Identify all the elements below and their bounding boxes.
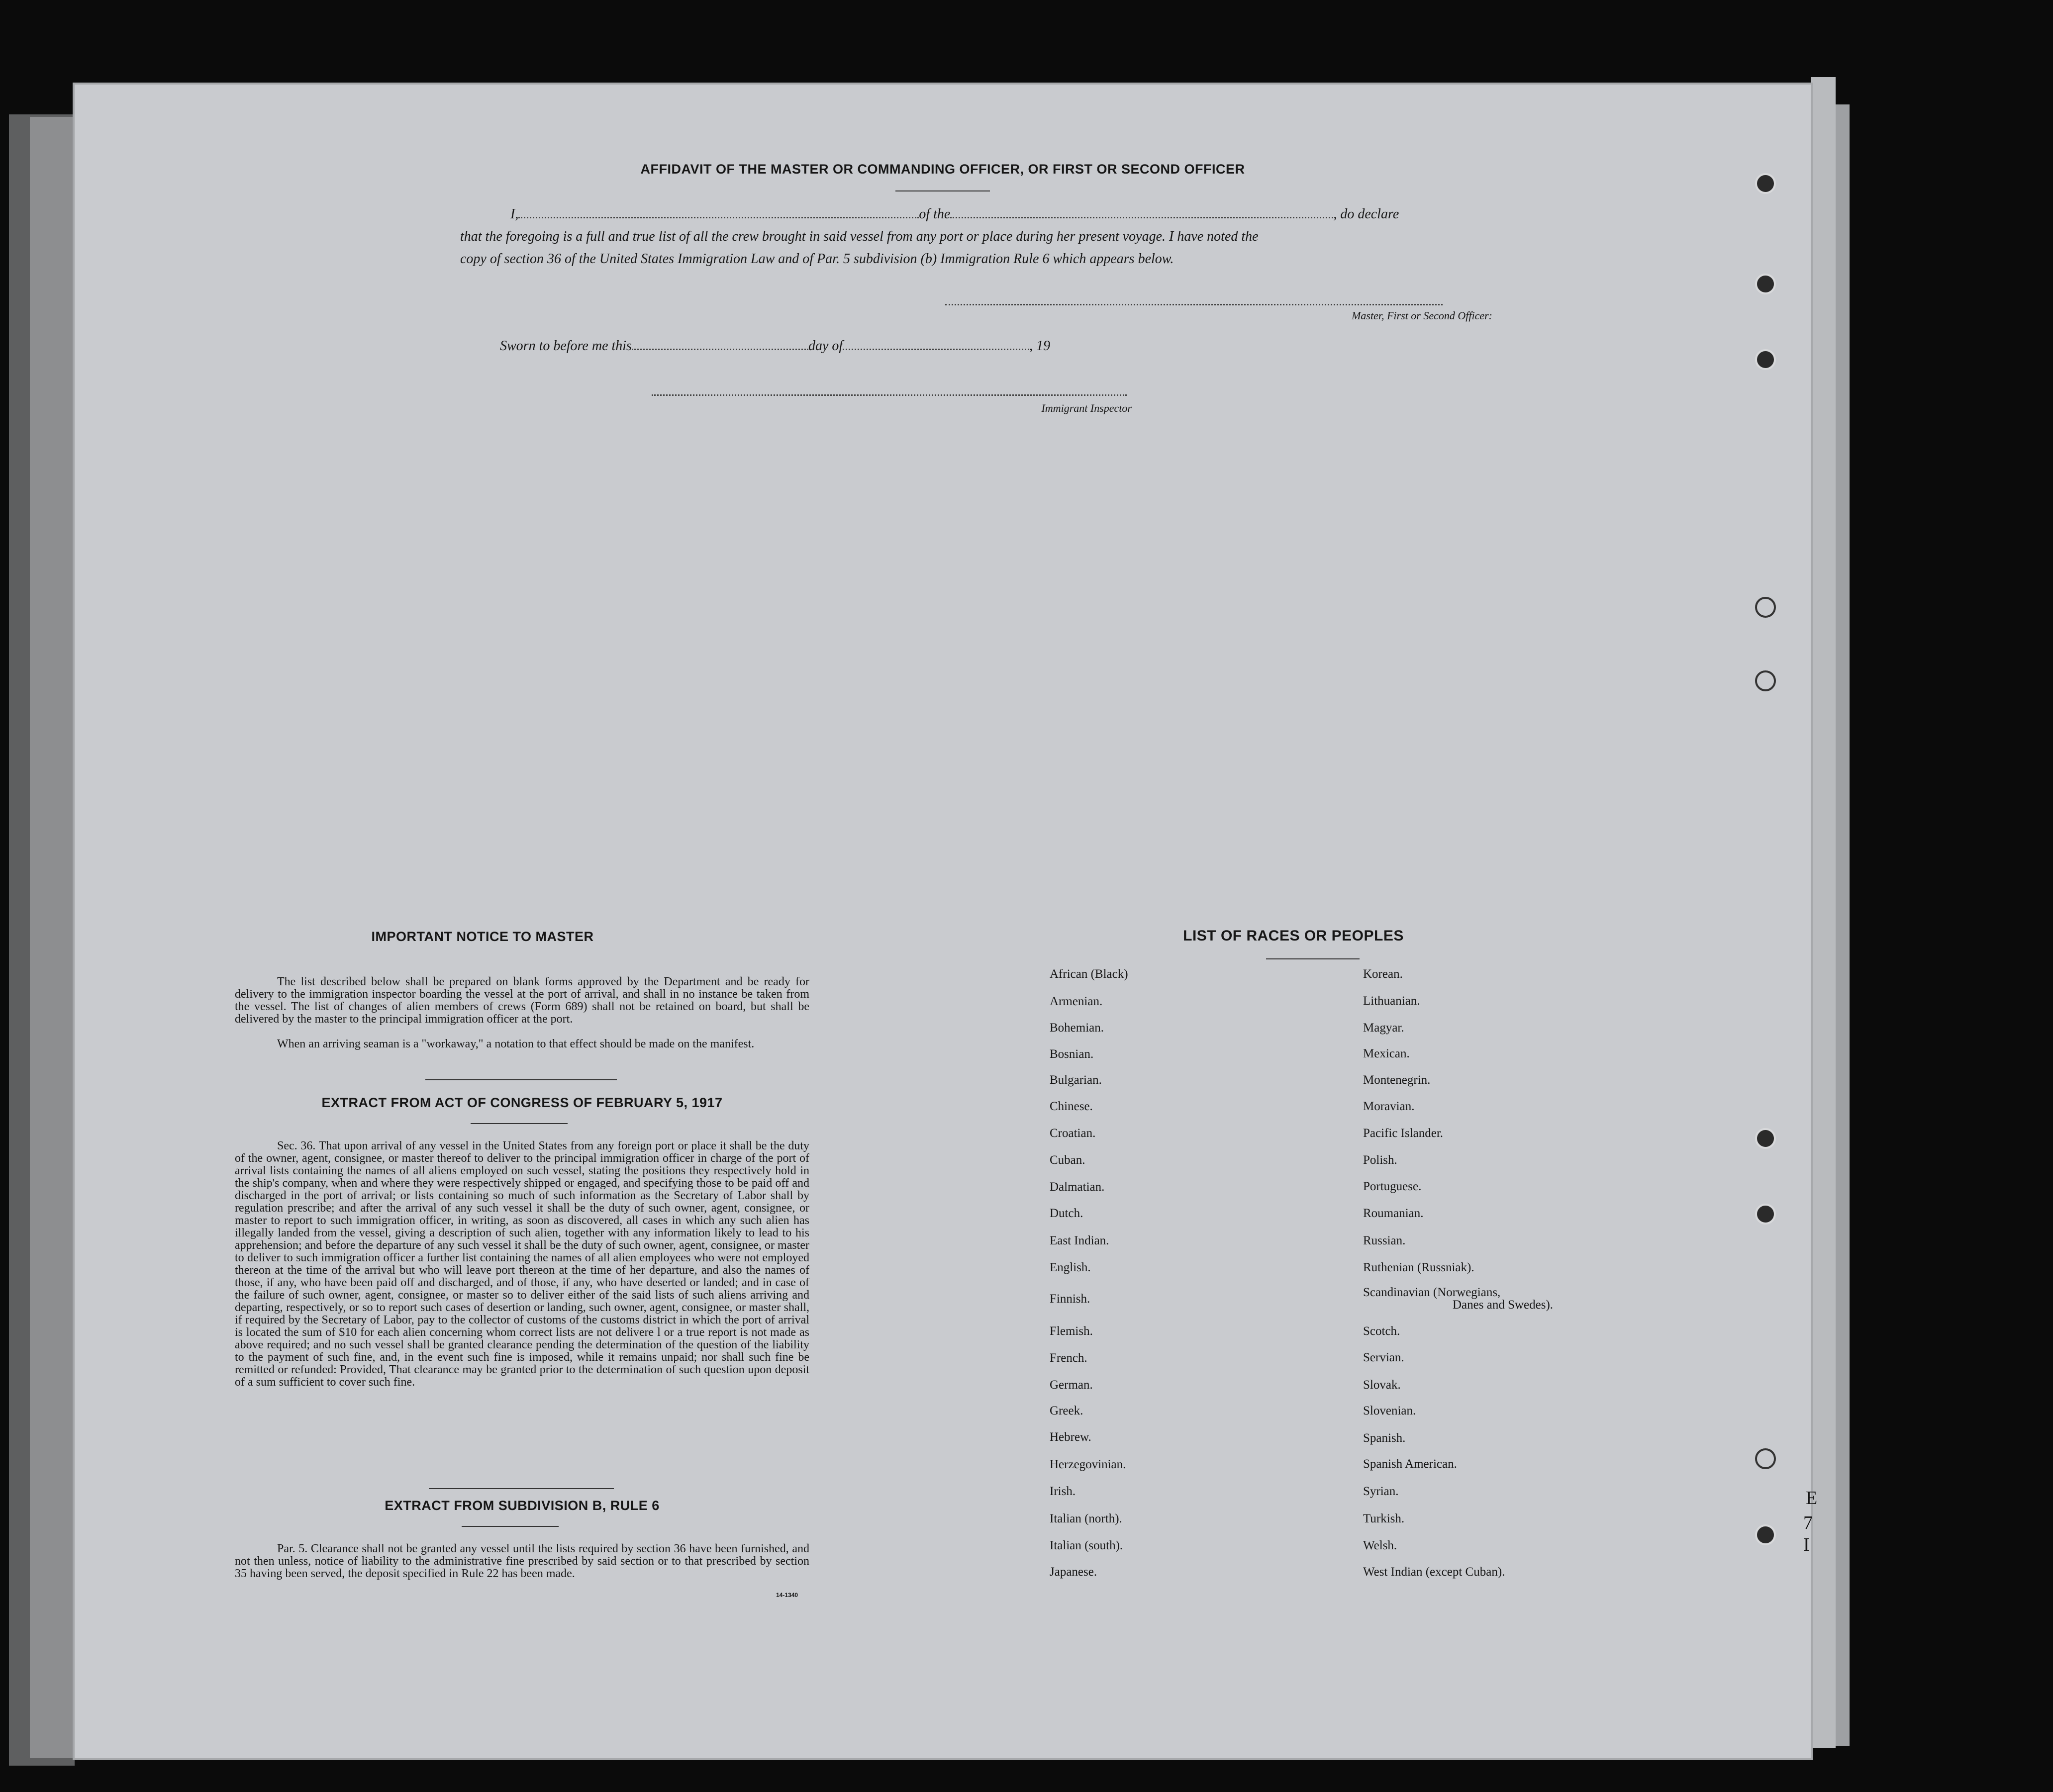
race-item: Italian (south). [1050,1539,1123,1552]
race-item: Hebrew. [1050,1430,1091,1444]
sworn-month-field[interactable] [843,348,1029,350]
section-36-text: Sec. 36. That upon arrival of any vessel in the United States from any foreign port or place it shall be the duty of the owner, agent, consignee, or master thereof to deliver to the principal immigration officer in charge of the port of arrival lists containing the names of all aliens employed on such vessel, stating the positions they respectively hold in the ship's company, when and where they were respectively shipped or engaged, and specifying those to be paid off and discharged in the port of arrival; or lists containing so much of such information as the Secretary of Labor shall by regulation prescribe; and after the arrival of any such vessel it shall be the duty of such owner, agent, consignee, or master to report to such immigration officer, in writing, as soon as discovered, all cases in which any such alien has illegally landed from the vessel, giving a description of such alien, together with any information likely to lead to his apprehension; and before the departure of any such vessel it shall be the duty of such owner, agent, consignee, or master to deliver to such immigration officer a further list containing the names of all alien employees who were not employed thereon at the time of the arrival but who will leave port thereon at the time of her departure, and also the names of those, if any, who have been paid off and discharged, and of those, if any, who have deserted or landed; and in case of the failure of such owner, agent, consignee, or master so to deliver either of the said lists of such aliens arriving and departing, respectively, or so to report such cases of desertion or landing, such owner, agent, consignee, or master shall, if required by the Secretary of Labor, pay to the collector of customs of the customs district in which the port of arrival is located the sum of $10 for each alien concerning whom correct lists are not delivere l or a true report is not made as above required; and no such vessel shall be granted clearance pending the determination of the question of the liability to the payment of such fine, and, in the event such fine is imposed, while it remains unpaid; nor shall such fine be remitted or refunded: Provided, That clearance may be granted prior to the determination of such question upon deposit of a sum sufficient to cover such fine. [235,1139,809,1389]
race-item: Servian. [1363,1351,1404,1364]
do-declare-label: , do declare [1333,206,1399,222]
race-item: Dalmatian. [1050,1180,1105,1194]
binder-hole [1755,670,1776,691]
sworn-line [500,338,1196,354]
race-item: Welsh. [1363,1539,1397,1552]
title-rule [1266,958,1360,959]
of-the-label: of the [919,206,951,222]
i-label: I, [510,206,519,222]
race-item: Scandinavian (Norwegians, [1363,1286,1501,1299]
binder-hole [1755,1448,1776,1469]
binder-hole [1755,1128,1776,1149]
race-item: Irish. [1050,1485,1076,1498]
race-item: Mexican. [1363,1047,1410,1060]
race-item: Bulgarian. [1050,1073,1102,1087]
margin-mark: 7 I [1803,1512,1813,1555]
race-item: Pacific Islander. [1363,1127,1444,1140]
race-item: East Indian. [1050,1234,1109,1247]
extract-act-title: EXTRACT FROM ACT OF CONGRESS OF FEBRUARY 5, 1917 [321,1095,723,1110]
vessel-field[interactable] [950,216,1333,218]
race-item: Korean. [1363,967,1403,981]
race-item: Moravian. [1363,1100,1415,1113]
races-title: LIST OF RACES OR PEOPLES [1183,928,1404,944]
affidavit-line-2: that the foregoing is a full and true list of all the crew brought in said vessel from any port or place during her present voyage. I have noted the [460,229,1259,244]
race-item: Finnish. [1050,1292,1090,1306]
race-item: Cuban. [1050,1153,1085,1167]
extract-rule-title: EXTRACT FROM SUBDIVISION B, RULE 6 [385,1498,660,1513]
notice-para-1: The list described below shall be prepared on blank forms approved by the Department and be ready for delivery to the immigration inspector boarding the vessel at the port of arrival, and shall in no instance be taken from the vessel. The list of changes of alien members of crews (Form 689) shall not be retained on board, but shall be delivered by the master to the principal immigration officer at the port. [235,975,809,1026]
race-item: Flemish. [1050,1324,1093,1338]
binding-edge [30,117,75,1758]
race-item: French. [1050,1351,1087,1365]
race-item: Herzegovinian. [1050,1458,1126,1471]
master-caption: Master, First or Second Officer: [1352,309,1492,322]
binder-hole [1755,349,1776,370]
race-item: Polish. [1363,1153,1397,1167]
race-item: Greek. [1050,1404,1083,1417]
par-5-text: Par. 5. Clearance shall not be granted any vessel until the lists required by section 36 have been furnished, and not then unless, notice of liability to the administrative fine prescribed by said section or to that prescribed by section 35 having been served, the deposit specified in Rule 22 has been made. [235,1542,809,1580]
race-item: Montenegrin. [1363,1073,1431,1087]
race-item: West Indian (except Cuban). [1363,1565,1505,1579]
race-item: Chinese. [1050,1100,1093,1113]
title-rule [471,1123,568,1124]
race-item: Bosnian. [1050,1047,1094,1061]
affidavit-declaration-line [497,206,1502,222]
race-item: Roumanian. [1363,1207,1424,1220]
notice-para-2: When an arriving seaman is a "workaway," a notation to that effect should be made on the manifest. [277,1037,755,1050]
sworn-label: Sworn to before me this [500,338,632,354]
race-item: Turkish. [1363,1512,1405,1525]
binder-hole [1755,1524,1776,1545]
master-signature-field[interactable] [945,303,1443,305]
title-rule [462,1526,559,1527]
form-number: 14-1340 [776,1592,798,1599]
race-item: Scotch. [1363,1324,1400,1338]
race-item: Slovak. [1363,1378,1401,1392]
inspector-signature-field[interactable] [652,394,1127,396]
document-page [75,85,1818,1758]
race-item: Danes and Swedes). [1453,1298,1554,1312]
race-item: Ruthenian (Russniak). [1363,1261,1474,1274]
race-item: Syrian. [1363,1485,1399,1498]
race-item: German. [1050,1378,1093,1392]
name-field[interactable] [518,216,919,218]
title-rule [895,190,990,191]
race-item: Japanese. [1050,1565,1097,1579]
section-rule [425,1079,617,1080]
binder-hole [1755,1204,1776,1225]
race-item: Bohemian. [1050,1021,1104,1035]
sworn-day-field[interactable] [632,348,808,350]
race-item: Slovenian. [1363,1404,1416,1417]
race-item: Spanish. [1363,1431,1406,1445]
day-of-label: day of [808,338,843,354]
race-item: Lithuanian. [1363,994,1420,1008]
race-item: African (Black) [1050,967,1128,981]
margin-mark: E [1806,1488,1818,1509]
section-rule [429,1488,614,1489]
race-item: Magyar. [1363,1021,1404,1035]
race-item: Russian. [1363,1234,1406,1247]
race-item: Croatian. [1050,1127,1096,1140]
year-label: , 19 [1029,338,1051,354]
notice-title: IMPORTANT NOTICE TO MASTER [371,929,594,944]
race-item: Dutch. [1050,1207,1083,1220]
inspector-caption: Immigrant Inspector [1041,402,1132,414]
underlying-sheet-edge [1836,104,1850,1746]
affidavit-line-3: copy of section 36 of the United States Immigration Law and of Par. 5 subdivision (b) Immigration Rule 6 which appears below. [460,251,1174,267]
race-item: English. [1050,1261,1091,1274]
race-item: Spanish American. [1363,1457,1457,1471]
binder-hole [1755,274,1776,294]
race-item: Armenian. [1050,995,1103,1008]
race-item: Portuguese. [1363,1180,1422,1193]
affidavit-title: AFFIDAVIT OF THE MASTER OR COMMANDING OFFICER, OR FIRST OR SECOND OFFICER [640,162,1245,177]
race-item: Italian (north). [1050,1512,1122,1525]
binder-hole [1755,597,1776,618]
